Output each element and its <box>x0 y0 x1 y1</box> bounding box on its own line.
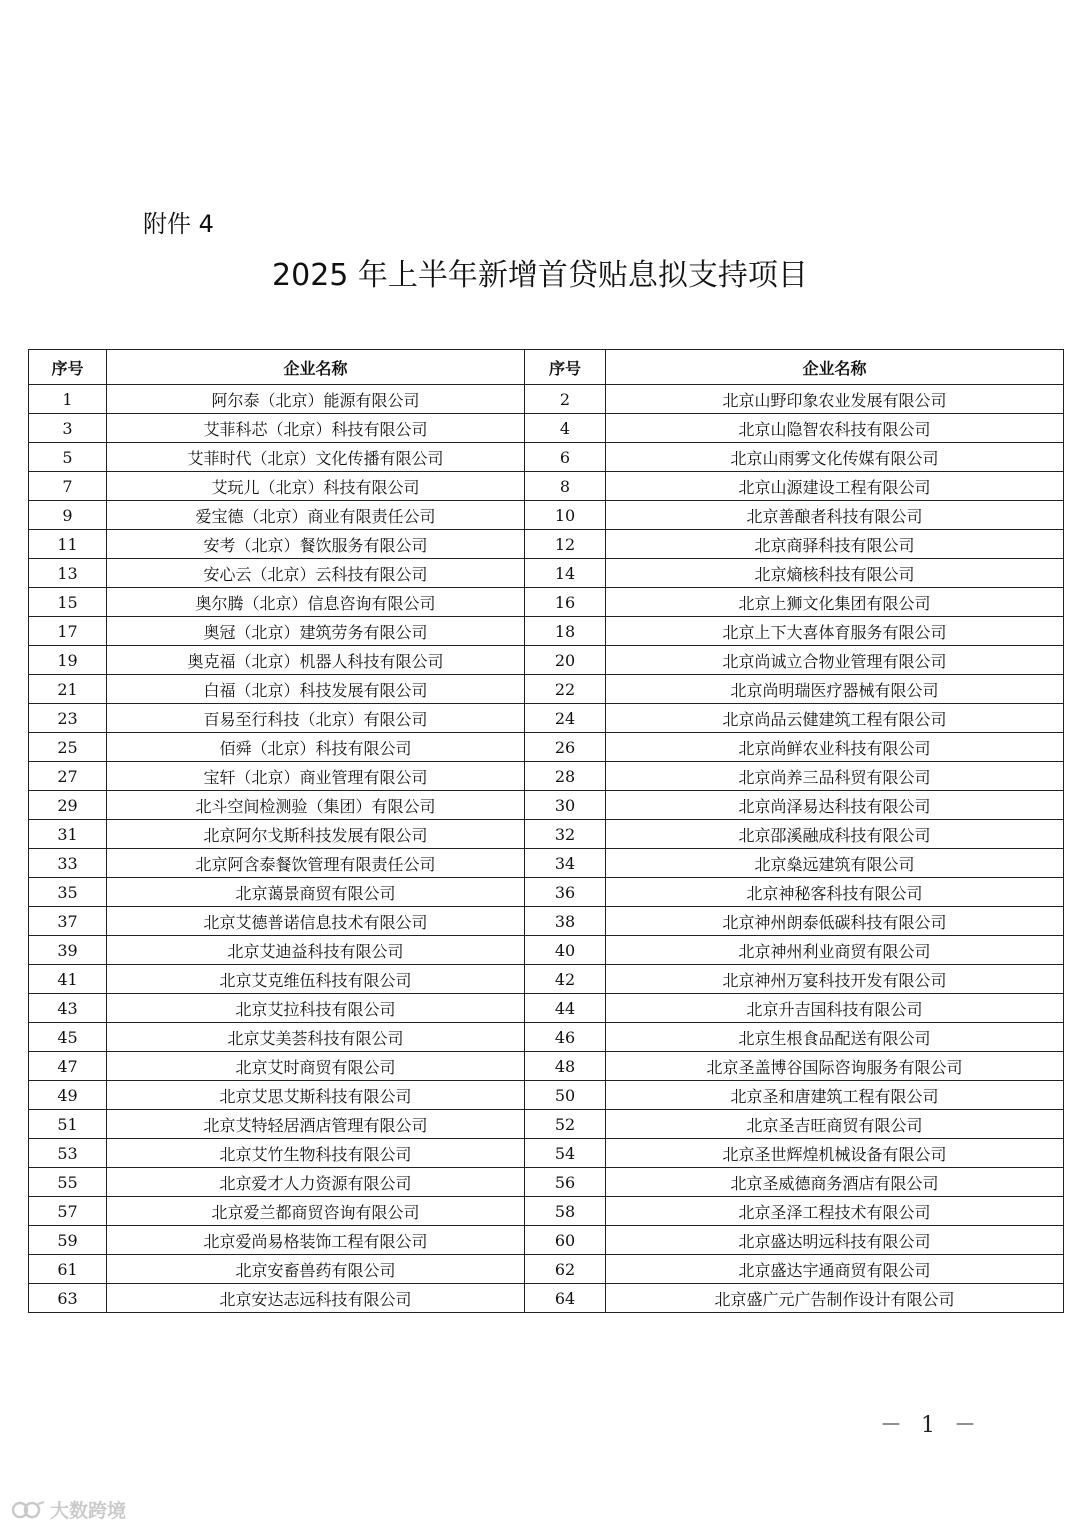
table-row <box>29 559 1064 588</box>
serial-cell: 30 <box>525 791 606 820</box>
table-row <box>29 1110 1064 1139</box>
company-name-cell: 北京盛达宇通商贸有限公司 <box>606 1255 1064 1284</box>
table-row <box>29 617 1064 646</box>
company-name-cell: 北京熵核科技有限公司 <box>606 559 1064 588</box>
company-name-cell: 北京安达志远科技有限公司 <box>107 1284 525 1313</box>
company-name-cell: 北京山野印象农业发展有限公司 <box>606 385 1064 414</box>
serial-cell: 18 <box>525 617 606 646</box>
serial-cell: 39 <box>29 936 107 965</box>
company-name-cell: 艾菲时代（北京）文化传播有限公司 <box>107 443 525 472</box>
company-name-cell: 北京商驿科技有限公司 <box>606 530 1064 559</box>
serial-cell: 37 <box>29 907 107 936</box>
company-name-cell: 北京善酿者科技有限公司 <box>606 501 1064 530</box>
serial-cell: 61 <box>29 1255 107 1284</box>
serial-cell: 21 <box>29 675 107 704</box>
serial-cell: 38 <box>525 907 606 936</box>
company-name-cell: 北京尚养三品科贸有限公司 <box>606 762 1064 791</box>
company-name-cell: 北京上狮文化集团有限公司 <box>606 588 1064 617</box>
document-title: 2025 年上半年新增首贷贴息拟支持项目 <box>272 258 808 293</box>
header-serial-right: 序号 <box>525 350 606 385</box>
serial-cell: 15 <box>29 588 107 617</box>
serial-cell: 46 <box>525 1023 606 1052</box>
table-row <box>29 1255 1064 1284</box>
serial-cell: 19 <box>29 646 107 675</box>
company-name-cell: 北京阿尔戈斯科技发展有限公司 <box>107 820 525 849</box>
serial-cell: 28 <box>525 762 606 791</box>
company-name-cell: 北京阿含泰餐饮管理有限责任公司 <box>107 849 525 878</box>
table-row <box>29 385 1064 414</box>
serial-cell: 40 <box>525 936 606 965</box>
serial-cell: 51 <box>29 1110 107 1139</box>
serial-cell: 1 <box>29 385 107 414</box>
company-table <box>28 349 1064 1313</box>
company-name-cell: 北京升吉国科技有限公司 <box>606 994 1064 1023</box>
company-name-cell: 北京圣吉旺商贸有限公司 <box>606 1110 1064 1139</box>
table-body <box>29 385 1064 1313</box>
table-row <box>29 791 1064 820</box>
company-name-cell: 北京艾德普诺信息技术有限公司 <box>107 907 525 936</box>
company-name-cell: 北京尚泽易达科技有限公司 <box>606 791 1064 820</box>
company-name-cell: 北京圣盖博谷国际咨询服务有限公司 <box>606 1052 1064 1081</box>
serial-cell: 44 <box>525 994 606 1023</box>
company-name-cell: 安考（北京）餐饮服务有限公司 <box>107 530 525 559</box>
table-row <box>29 1197 1064 1226</box>
serial-cell: 62 <box>525 1255 606 1284</box>
serial-cell: 23 <box>29 704 107 733</box>
serial-cell: 54 <box>525 1139 606 1168</box>
table-row <box>29 472 1064 501</box>
serial-cell: 32 <box>525 820 606 849</box>
serial-cell: 34 <box>525 849 606 878</box>
table-row <box>29 1284 1064 1313</box>
table-row <box>29 704 1064 733</box>
serial-cell: 12 <box>525 530 606 559</box>
serial-cell: 26 <box>525 733 606 762</box>
serial-cell: 59 <box>29 1226 107 1255</box>
company-name-cell: 北京圣和唐建筑工程有限公司 <box>606 1081 1064 1110</box>
company-name-cell: 奥克福（北京）机器人科技有限公司 <box>107 646 525 675</box>
table-row <box>29 733 1064 762</box>
serial-cell: 60 <box>525 1226 606 1255</box>
serial-cell: 64 <box>525 1284 606 1313</box>
company-name-cell: 北京上下大喜体育服务有限公司 <box>606 617 1064 646</box>
company-name-cell: 北京艾克维伍科技有限公司 <box>107 965 525 994</box>
table-row <box>29 849 1064 878</box>
company-name-cell: 北京山雨雾文化传媒有限公司 <box>606 443 1064 472</box>
table-row <box>29 1081 1064 1110</box>
serial-cell: 50 <box>525 1081 606 1110</box>
table-row <box>29 414 1064 443</box>
company-name-cell: 北京艾美荟科技有限公司 <box>107 1023 525 1052</box>
table-row <box>29 820 1064 849</box>
page-number: － 1 － <box>880 1413 982 1438</box>
watermark-logo-icon <box>12 1499 46 1521</box>
company-name-cell: 北京安畜兽药有限公司 <box>107 1255 525 1284</box>
serial-cell: 31 <box>29 820 107 849</box>
serial-cell: 3 <box>29 414 107 443</box>
serial-cell: 11 <box>29 530 107 559</box>
serial-cell: 16 <box>525 588 606 617</box>
company-name-cell: 北京生根食品配送有限公司 <box>606 1023 1064 1052</box>
serial-cell: 4 <box>525 414 606 443</box>
company-name-cell: 北京艾特轻居酒店管理有限公司 <box>107 1110 525 1139</box>
header-company-right: 企业名称 <box>606 350 1064 385</box>
company-name-cell: 百易至行科技（北京）有限公司 <box>107 704 525 733</box>
company-name-cell: 北京神秘客科技有限公司 <box>606 878 1064 907</box>
company-name-cell: 北京艾思艾斯科技有限公司 <box>107 1081 525 1110</box>
serial-cell: 41 <box>29 965 107 994</box>
serial-cell: 20 <box>525 646 606 675</box>
serial-cell: 63 <box>29 1284 107 1313</box>
serial-cell: 25 <box>29 733 107 762</box>
company-name-cell: 北京神州万宴科技开发有限公司 <box>606 965 1064 994</box>
company-name-cell: 奥尔腾（北京）信息咨询有限公司 <box>107 588 525 617</box>
company-name-cell: 佰舜（北京）科技有限公司 <box>107 733 525 762</box>
company-name-cell: 北京尚鲜农业科技有限公司 <box>606 733 1064 762</box>
serial-cell: 14 <box>525 559 606 588</box>
company-name-cell: 北京盛达明远科技有限公司 <box>606 1226 1064 1255</box>
company-name-cell: 北京燊远建筑有限公司 <box>606 849 1064 878</box>
company-name-cell: 北京神州朗泰低碳科技有限公司 <box>606 907 1064 936</box>
company-name-cell: 北京尚诚立合物业管理有限公司 <box>606 646 1064 675</box>
serial-cell: 47 <box>29 1052 107 1081</box>
header-serial-left: 序号 <box>29 350 107 385</box>
company-name-cell: 北京尚品云健建筑工程有限公司 <box>606 704 1064 733</box>
serial-cell: 58 <box>525 1197 606 1226</box>
serial-cell: 55 <box>29 1168 107 1197</box>
serial-cell: 7 <box>29 472 107 501</box>
company-name-cell: 宝轩（北京）商业管理有限公司 <box>107 762 525 791</box>
serial-cell: 29 <box>29 791 107 820</box>
company-name-cell: 北京艾时商贸有限公司 <box>107 1052 525 1081</box>
company-name-cell: 北京邵溪融成科技有限公司 <box>606 820 1064 849</box>
serial-cell: 42 <box>525 965 606 994</box>
serial-cell: 17 <box>29 617 107 646</box>
company-name-cell: 北京圣泽工程技术有限公司 <box>606 1197 1064 1226</box>
serial-cell: 48 <box>525 1052 606 1081</box>
attachment-label: 附件 4 <box>143 210 214 238</box>
company-name-cell: 北斗空间检测验（集团）有限公司 <box>107 791 525 820</box>
serial-cell: 24 <box>525 704 606 733</box>
table-row <box>29 646 1064 675</box>
serial-cell: 10 <box>525 501 606 530</box>
serial-cell: 49 <box>29 1081 107 1110</box>
serial-cell: 6 <box>525 443 606 472</box>
serial-cell: 13 <box>29 559 107 588</box>
table-row <box>29 501 1064 530</box>
company-name-cell: 北京圣世辉煌机械设备有限公司 <box>606 1139 1064 1168</box>
table-row <box>29 907 1064 936</box>
table-row <box>29 762 1064 791</box>
table-row <box>29 588 1064 617</box>
table-row <box>29 936 1064 965</box>
company-name-cell: 艾玩儿（北京）科技有限公司 <box>107 472 525 501</box>
company-name-cell: 北京尚明瑞医疗器械有限公司 <box>606 675 1064 704</box>
serial-cell: 36 <box>525 878 606 907</box>
serial-cell: 56 <box>525 1168 606 1197</box>
company-name-cell: 北京神州利业商贸有限公司 <box>606 936 1064 965</box>
company-name-cell: 北京爱才人力资源有限公司 <box>107 1168 525 1197</box>
serial-cell: 52 <box>525 1110 606 1139</box>
serial-cell: 2 <box>525 385 606 414</box>
serial-cell: 9 <box>29 501 107 530</box>
company-name-cell: 北京圣威德商务酒店有限公司 <box>606 1168 1064 1197</box>
company-name-cell: 奥冠（北京）建筑劳务有限公司 <box>107 617 525 646</box>
table-row <box>29 443 1064 472</box>
company-name-cell: 北京山源建设工程有限公司 <box>606 472 1064 501</box>
company-name-cell: 阿尔泰（北京）能源有限公司 <box>107 385 525 414</box>
table-row <box>29 1168 1064 1197</box>
company-name-cell: 北京爱兰都商贸咨询有限公司 <box>107 1197 525 1226</box>
company-name-cell: 北京爱尚易格装饰工程有限公司 <box>107 1226 525 1255</box>
company-name-cell: 北京艾拉科技有限公司 <box>107 994 525 1023</box>
company-name-cell: 北京蔼景商贸有限公司 <box>107 878 525 907</box>
table-row <box>29 994 1064 1023</box>
table-row <box>29 1226 1064 1255</box>
serial-cell: 22 <box>525 675 606 704</box>
company-name-cell: 爱宝德（北京）商业有限责任公司 <box>107 501 525 530</box>
serial-cell: 35 <box>29 878 107 907</box>
watermark-text: 大数跨境 <box>50 1500 127 1522</box>
company-name-cell: 安心云（北京）云科技有限公司 <box>107 559 525 588</box>
header-company-left: 企业名称 <box>107 350 525 385</box>
table-row <box>29 1023 1064 1052</box>
table-row <box>29 530 1064 559</box>
serial-cell: 8 <box>525 472 606 501</box>
table-row <box>29 878 1064 907</box>
company-name-cell: 北京山隐智农科技有限公司 <box>606 414 1064 443</box>
watermark <box>12 1496 126 1523</box>
serial-cell: 43 <box>29 994 107 1023</box>
serial-cell: 53 <box>29 1139 107 1168</box>
serial-cell: 33 <box>29 849 107 878</box>
serial-cell: 45 <box>29 1023 107 1052</box>
table-header-row <box>29 350 1064 385</box>
company-name-cell: 北京艾竹生物科技有限公司 <box>107 1139 525 1168</box>
table-row <box>29 675 1064 704</box>
company-name-cell: 北京艾迪益科技有限公司 <box>107 936 525 965</box>
serial-cell: 5 <box>29 443 107 472</box>
table-row <box>29 965 1064 994</box>
serial-cell: 27 <box>29 762 107 791</box>
serial-cell: 57 <box>29 1197 107 1226</box>
table-row <box>29 1052 1064 1081</box>
company-name-cell: 艾菲科芯（北京）科技有限公司 <box>107 414 525 443</box>
table-row <box>29 1139 1064 1168</box>
company-name-cell: 白福（北京）科技发展有限公司 <box>107 675 525 704</box>
company-name-cell: 北京盛广元广告制作设计有限公司 <box>606 1284 1064 1313</box>
